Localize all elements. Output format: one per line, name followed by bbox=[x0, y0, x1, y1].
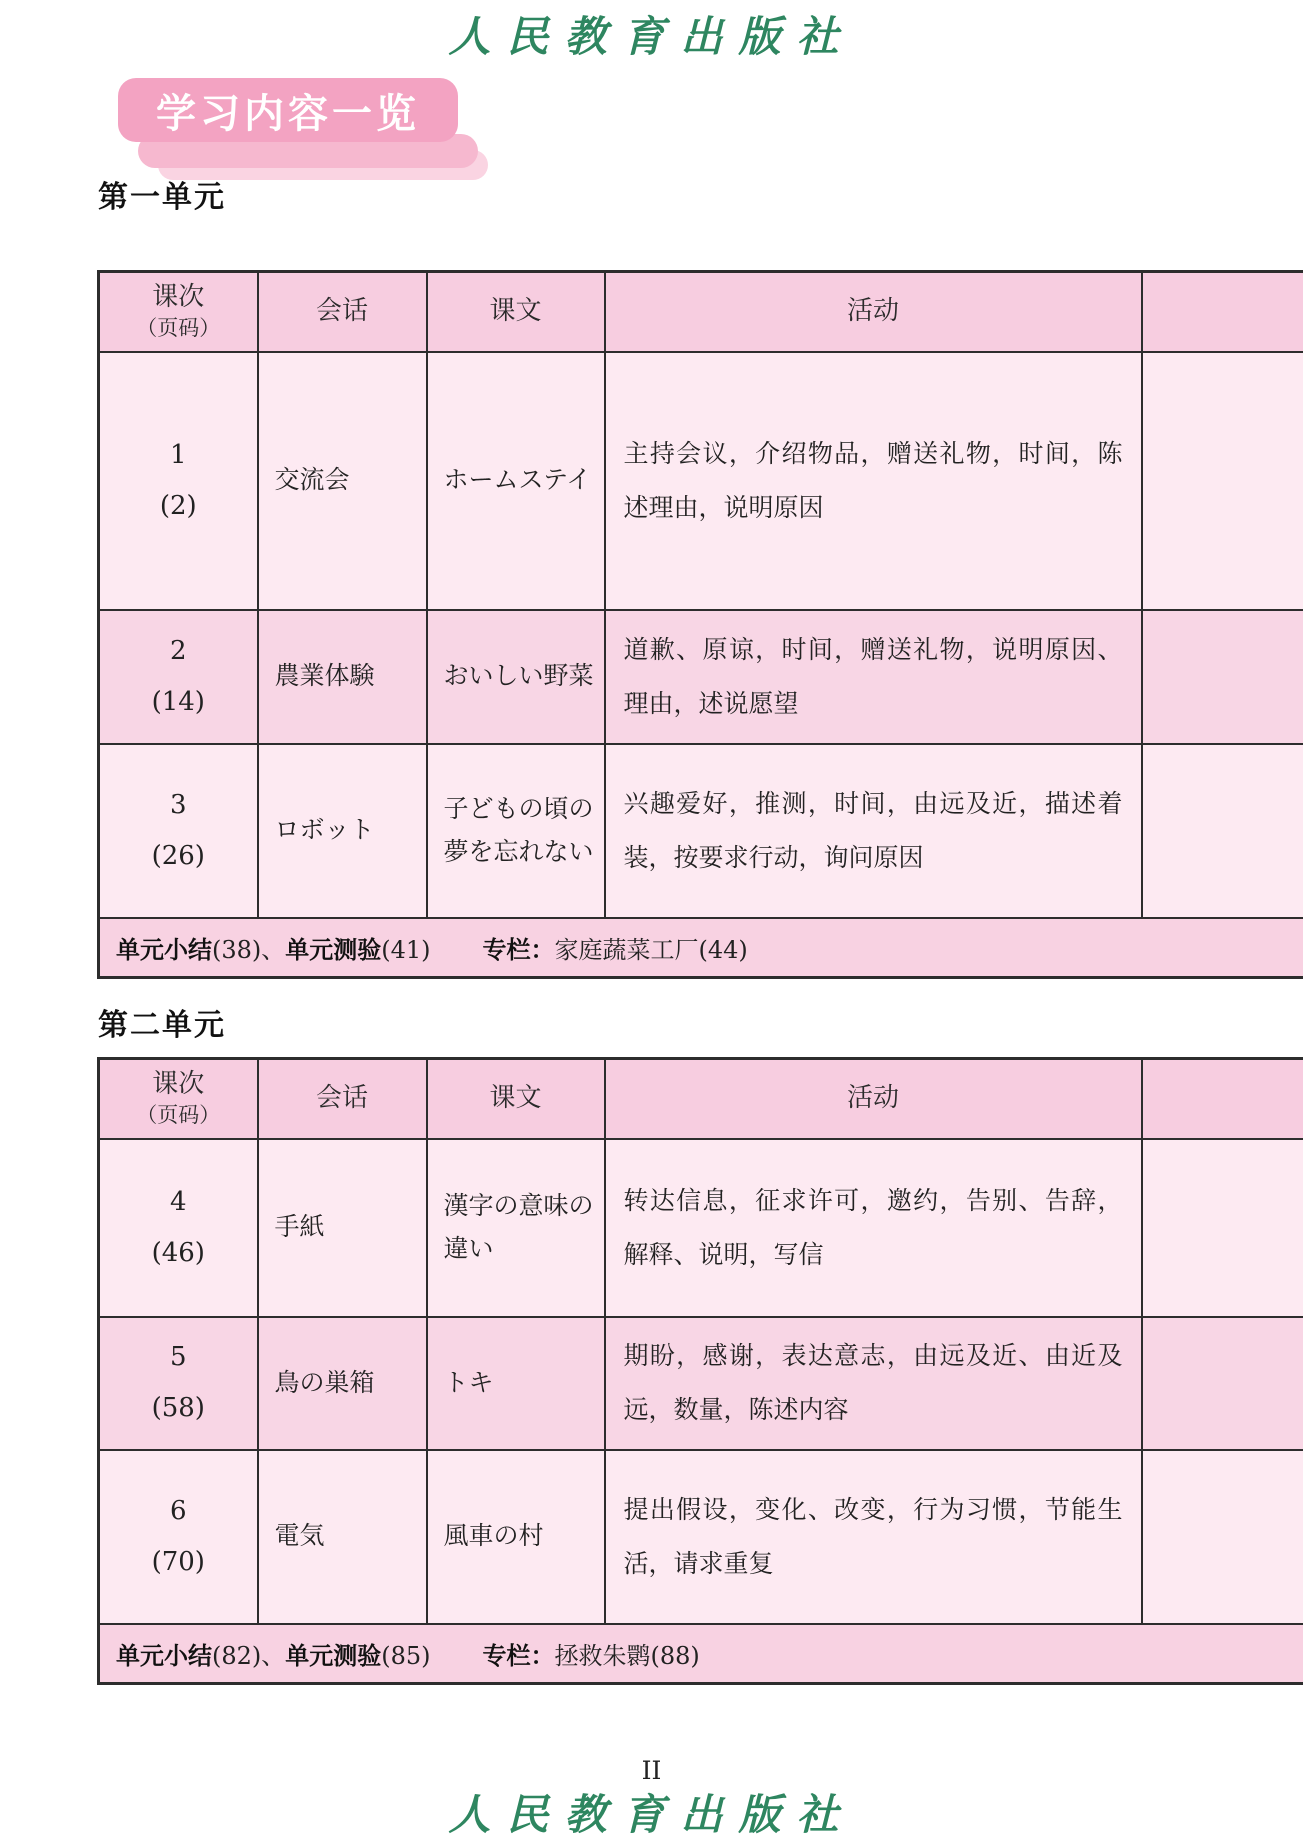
text-cell: ホームステイ bbox=[427, 352, 605, 610]
lesson-number: 4 bbox=[169, 1186, 187, 1217]
conversation-cell: 農業体験 bbox=[258, 610, 427, 744]
activity-cell: 兴趣爱好，推测，时间，由远及近，描述着装，按要求行动，询问原因 bbox=[605, 744, 1142, 918]
table-header-row bbox=[99, 1059, 1303, 1139]
extra-cell bbox=[1142, 610, 1303, 744]
conversation-cell: 鳥の巣箱 bbox=[258, 1317, 427, 1450]
summary-page: (38)、 bbox=[212, 935, 286, 964]
text-cell: 漢字の意味の違い bbox=[427, 1139, 605, 1317]
page-number: II bbox=[641, 1756, 662, 1785]
lesson-number-cell bbox=[99, 1139, 258, 1317]
banner-title: 学习内容一览 bbox=[118, 78, 458, 142]
column-label: 专栏： bbox=[482, 1641, 555, 1670]
header-text: 课文 bbox=[427, 1059, 605, 1139]
activity-cell: 道歉、原谅，时间，赠送礼物，说明原因、理由，述说愿望 bbox=[605, 610, 1142, 744]
activity-cell: 期盼，感谢，表达意志，由远及近、由近及远，数量，陈述内容 bbox=[605, 1317, 1142, 1450]
text-cell: 風車の村 bbox=[427, 1450, 605, 1624]
lesson-number-cell bbox=[99, 1450, 258, 1624]
lesson-number-cell bbox=[99, 610, 258, 744]
header-lesson-label: 课次 bbox=[152, 282, 205, 313]
unit2-table bbox=[97, 1057, 1303, 1685]
lesson-number-cell bbox=[99, 744, 258, 918]
header-conversation: 会话 bbox=[258, 1059, 427, 1139]
conversation-cell: ロボット bbox=[258, 744, 427, 918]
extra-cell bbox=[1142, 1139, 1303, 1317]
extra-cell bbox=[1142, 1317, 1303, 1450]
unit1-title: 第一单元 bbox=[98, 180, 226, 215]
unit-summary-cell bbox=[99, 1624, 1303, 1684]
unit-summary-row bbox=[99, 1624, 1303, 1684]
publisher-logo-top: 人民教育出版社 bbox=[448, 12, 855, 61]
lesson-number: 2 bbox=[169, 635, 187, 666]
activity-cell: 转达信息，征求许可，邀约，告别、告辞，解释、说明，写信 bbox=[605, 1139, 1142, 1317]
header-lesson bbox=[99, 272, 258, 352]
conversation-cell: 手紙 bbox=[258, 1139, 427, 1317]
publisher-logo-bottom: 人民教育出版社 bbox=[448, 1790, 855, 1839]
conversation-cell: 電気 bbox=[258, 1450, 427, 1624]
table-row bbox=[99, 1317, 1303, 1450]
lesson-number: 5 bbox=[169, 1342, 187, 1373]
conversation-cell: 交流会 bbox=[258, 352, 427, 610]
text-cell: 子どもの頃の夢を忘れない bbox=[427, 744, 605, 918]
header-extra bbox=[1142, 1059, 1303, 1139]
table-header-row bbox=[99, 272, 1303, 352]
header-lesson-sub: （页码） bbox=[136, 316, 221, 340]
table-row bbox=[99, 1139, 1303, 1317]
lesson-number-cell bbox=[99, 352, 258, 610]
test-label: 单元测验 bbox=[285, 1641, 382, 1670]
unit2-title: 第二单元 bbox=[98, 1008, 226, 1043]
activity-cell: 主持会议，介绍物品，赠送礼物，时间，陈述理由，说明原因 bbox=[605, 352, 1142, 610]
activity-cell: 提出假设，变化、改变，行为习惯，节能生活，请求重复 bbox=[605, 1450, 1142, 1624]
header-extra bbox=[1142, 272, 1303, 352]
text-cell: トキ bbox=[427, 1317, 605, 1450]
table-row bbox=[99, 610, 1303, 744]
extra-cell bbox=[1142, 1450, 1303, 1624]
lesson-page: (70) bbox=[151, 1546, 205, 1577]
header-conversation: 会话 bbox=[258, 272, 427, 352]
extra-cell bbox=[1142, 352, 1303, 610]
summary-label: 单元小结 bbox=[116, 935, 212, 964]
lesson-page: (58) bbox=[151, 1393, 205, 1423]
column-title: 家庭蔬菜工厂(44) bbox=[554, 935, 748, 964]
test-page: (41) bbox=[381, 935, 431, 964]
lesson-page: (26) bbox=[151, 840, 205, 871]
lesson-page: (2) bbox=[159, 490, 197, 521]
summary-page: (82)、 bbox=[212, 1641, 286, 1670]
test-page: (85) bbox=[381, 1641, 431, 1670]
lesson-number: 3 bbox=[169, 789, 187, 820]
summary-label: 单元小结 bbox=[116, 1641, 212, 1670]
lesson-page: (14) bbox=[151, 686, 205, 717]
header-activity: 活动 bbox=[605, 272, 1142, 352]
header-lesson-sub: （页码） bbox=[136, 1103, 221, 1127]
column-label: 专栏： bbox=[482, 935, 555, 964]
lesson-number: 6 bbox=[169, 1495, 187, 1526]
table-row bbox=[99, 744, 1303, 918]
lesson-number: 1 bbox=[169, 439, 187, 470]
section-banner bbox=[118, 78, 498, 188]
table-row bbox=[99, 1450, 1303, 1624]
header-lesson bbox=[99, 1059, 258, 1139]
unit-summary-row bbox=[99, 918, 1303, 978]
text-cell: おいしい野菜 bbox=[427, 610, 605, 744]
lesson-number-cell bbox=[99, 1317, 258, 1450]
unit-summary-cell bbox=[99, 918, 1303, 978]
header-activity: 活动 bbox=[605, 1059, 1142, 1139]
extra-cell bbox=[1142, 744, 1303, 918]
header-lesson-label: 课次 bbox=[152, 1069, 205, 1100]
table-row bbox=[99, 352, 1303, 610]
column-title: 拯救朱鹮(88) bbox=[554, 1641, 700, 1670]
header-text: 课文 bbox=[427, 272, 605, 352]
lesson-page: (46) bbox=[151, 1237, 205, 1268]
test-label: 单元测验 bbox=[285, 935, 382, 964]
unit1-table bbox=[97, 270, 1303, 979]
